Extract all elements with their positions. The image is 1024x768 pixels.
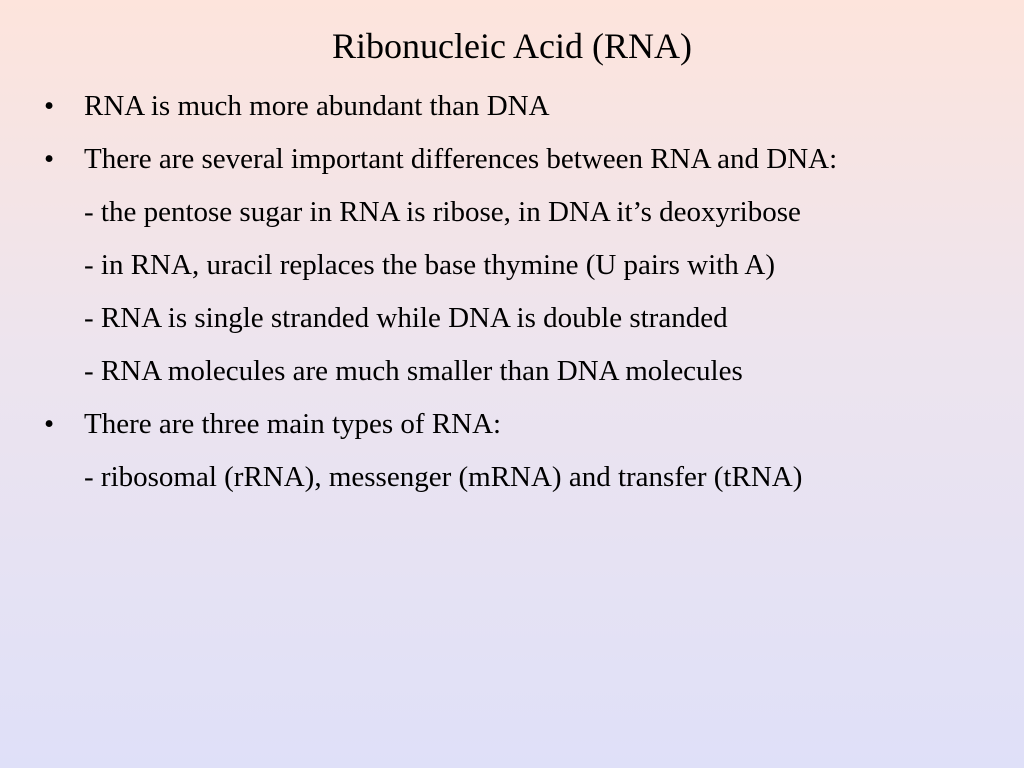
sub-item-text: - the pentose sugar in RNA is ribose, in DNA it’s deoxyribose — [84, 196, 801, 228]
sub-item — [0, 298, 1024, 351]
bullet-icon: • — [44, 143, 55, 175]
slide-title: Ribonucleic Acid (RNA) — [332, 26, 692, 66]
bullet-item — [0, 404, 1024, 457]
sub-item-text: - ribosomal (rRNA), messenger (mRNA) and transfer (tRNA) — [84, 461, 803, 493]
slide-body — [0, 86, 1024, 510]
bullet-item — [0, 86, 1024, 139]
bullet-text: There are three main types of RNA: — [84, 408, 502, 440]
bullet-icon: • — [44, 408, 55, 440]
sub-item-text: - RNA molecules are much smaller than DNA molecules — [84, 355, 743, 387]
sub-item — [0, 245, 1024, 298]
sub-item-text: - in RNA, uracil replaces the base thymine (U pairs with A) — [84, 249, 775, 281]
sub-item — [0, 351, 1024, 404]
sub-item — [0, 192, 1024, 245]
bullet-text: RNA is much more abundant than DNA — [84, 90, 550, 122]
sub-item — [0, 457, 1024, 510]
bullet-text: There are several important differences between RNA and DNA: — [84, 143, 838, 175]
bullet-item — [0, 139, 1024, 192]
sub-item-text: - RNA is single stranded while DNA is double stranded — [84, 302, 728, 334]
bullet-icon: • — [44, 90, 55, 122]
